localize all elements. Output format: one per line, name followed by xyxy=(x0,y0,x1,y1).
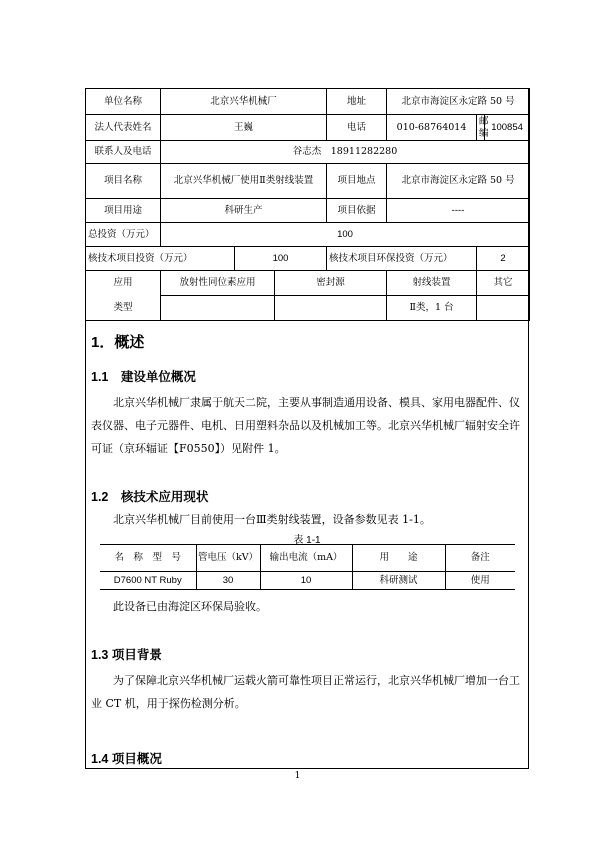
isotope-value xyxy=(161,296,275,321)
sealed-source-col-header: 密封源 xyxy=(275,271,387,296)
header-current: 输出电流（mA） xyxy=(260,545,352,572)
header-usage: 用 途 xyxy=(352,545,445,572)
section-1-2-paragraph: 北京兴华机械厂目前使用一台Ⅲ类射线装置，设备参数见表 1-1。 xyxy=(113,513,431,526)
after-table-paragraph: 此设备已由海淀区环保局验收。 xyxy=(113,600,267,613)
section-1-4-heading: 1.4 项目概况 xyxy=(91,752,162,766)
unit-name-label: 单位名称 xyxy=(86,89,161,115)
isotope-col-header: 放射性同位素应用 xyxy=(161,271,275,296)
device-params-table xyxy=(100,544,515,590)
project-site-label: 项目地点 xyxy=(327,164,387,199)
nuclear-invest-label: 核技术项目投资（万元） xyxy=(86,247,235,271)
project-name-label: 项目名称 xyxy=(86,164,161,199)
phone-value: 010-68764014 xyxy=(387,115,477,141)
env-invest-label: 核技术项目环保投资（万元） xyxy=(327,247,477,271)
legal-rep-value: 王巍 xyxy=(161,115,327,141)
purpose-label: 项目用途 xyxy=(86,199,161,223)
nuclear-invest-value: 100 xyxy=(235,247,327,271)
section-1-1-paragraph: 北京兴华机械厂隶属于航天二院，主要从事制造通用设备、模具、家用电器配件、仪表仪器、电子元器件、电机、日用塑料杂品以及机械加工等。北京兴华机械厂辐射安全许可证（京环辐证【F0550】）见附件 1。 xyxy=(91,396,520,455)
contact-value: 谷志杰 18911282280 xyxy=(161,141,530,164)
section-1-3-body xyxy=(91,669,523,715)
address-value: 北京市海淀区永定路 50 号 xyxy=(387,89,530,115)
ray-device-value: Ⅱ类，1 台 xyxy=(387,296,477,321)
sealed-source-value xyxy=(275,296,387,321)
basis-label: 项目依据 xyxy=(327,199,387,223)
total-invest-label: 总投资（万元） xyxy=(86,223,161,247)
after-table-body xyxy=(91,595,523,618)
purpose-value: 科研生产 xyxy=(161,199,327,223)
postcode-value: 100854 xyxy=(485,115,530,141)
section-1-3-paragraph: 为了保障北京兴华机械厂运载火箭可靠性项目正常运行，北京兴华机械厂增加一台工业 CT 机，用于探伤检测分析。 xyxy=(91,674,520,710)
other-col-header: 其它 xyxy=(477,271,530,296)
table-row xyxy=(100,572,515,590)
application-label-bottom: 类型 xyxy=(86,296,161,321)
section-1-1-body xyxy=(91,391,523,460)
other-value xyxy=(477,296,530,321)
section-1-heading: 1．概述 xyxy=(91,334,145,351)
section-1-1-heading: 1.1 建设单位概况 xyxy=(91,370,196,384)
project-info-table xyxy=(85,88,530,321)
contact-label: 联系人及电话 xyxy=(86,141,161,164)
phone-label: 电话 xyxy=(327,115,387,141)
section-1-2-heading: 1.2 核技术应用现状 xyxy=(91,490,209,504)
ray-device-col-header: 射线装置 xyxy=(387,271,477,296)
header-remark: 备注 xyxy=(445,545,515,572)
cell-current: 10 xyxy=(260,572,352,590)
application-label-top: 应用 xyxy=(86,271,161,296)
basis-value: ---- xyxy=(387,199,530,223)
env-invest-value: 2 xyxy=(477,247,530,271)
address-label: 地址 xyxy=(327,89,387,115)
unit-name-value: 北京兴华机械厂 xyxy=(161,89,327,115)
header-model: 名 称 型 号 xyxy=(100,545,196,572)
section-1-2-body xyxy=(91,508,523,531)
cell-usage: 科研测试 xyxy=(352,572,445,590)
cell-voltage: 30 xyxy=(196,572,260,590)
total-invest-value: 100 xyxy=(161,223,530,247)
cell-remark: 使用 xyxy=(445,572,515,590)
page-number: 1 xyxy=(294,771,301,781)
params-header-row xyxy=(100,545,515,572)
project-name-value: 北京兴华机械厂使用Ⅱ类射线装置 xyxy=(161,164,327,199)
cell-model: D7600 NT Ruby xyxy=(100,572,196,590)
postcode-label: 邮编 xyxy=(477,115,485,141)
legal-rep-label: 法人代表姓名 xyxy=(86,115,161,141)
project-site-value: 北京市海淀区永定路 50 号 xyxy=(387,164,530,199)
header-voltage: 管电压（kV） xyxy=(196,545,260,572)
table-1-1-caption: 表 1-1 xyxy=(293,535,321,546)
section-1-3-heading: 1.3 项目背景 xyxy=(91,648,162,662)
